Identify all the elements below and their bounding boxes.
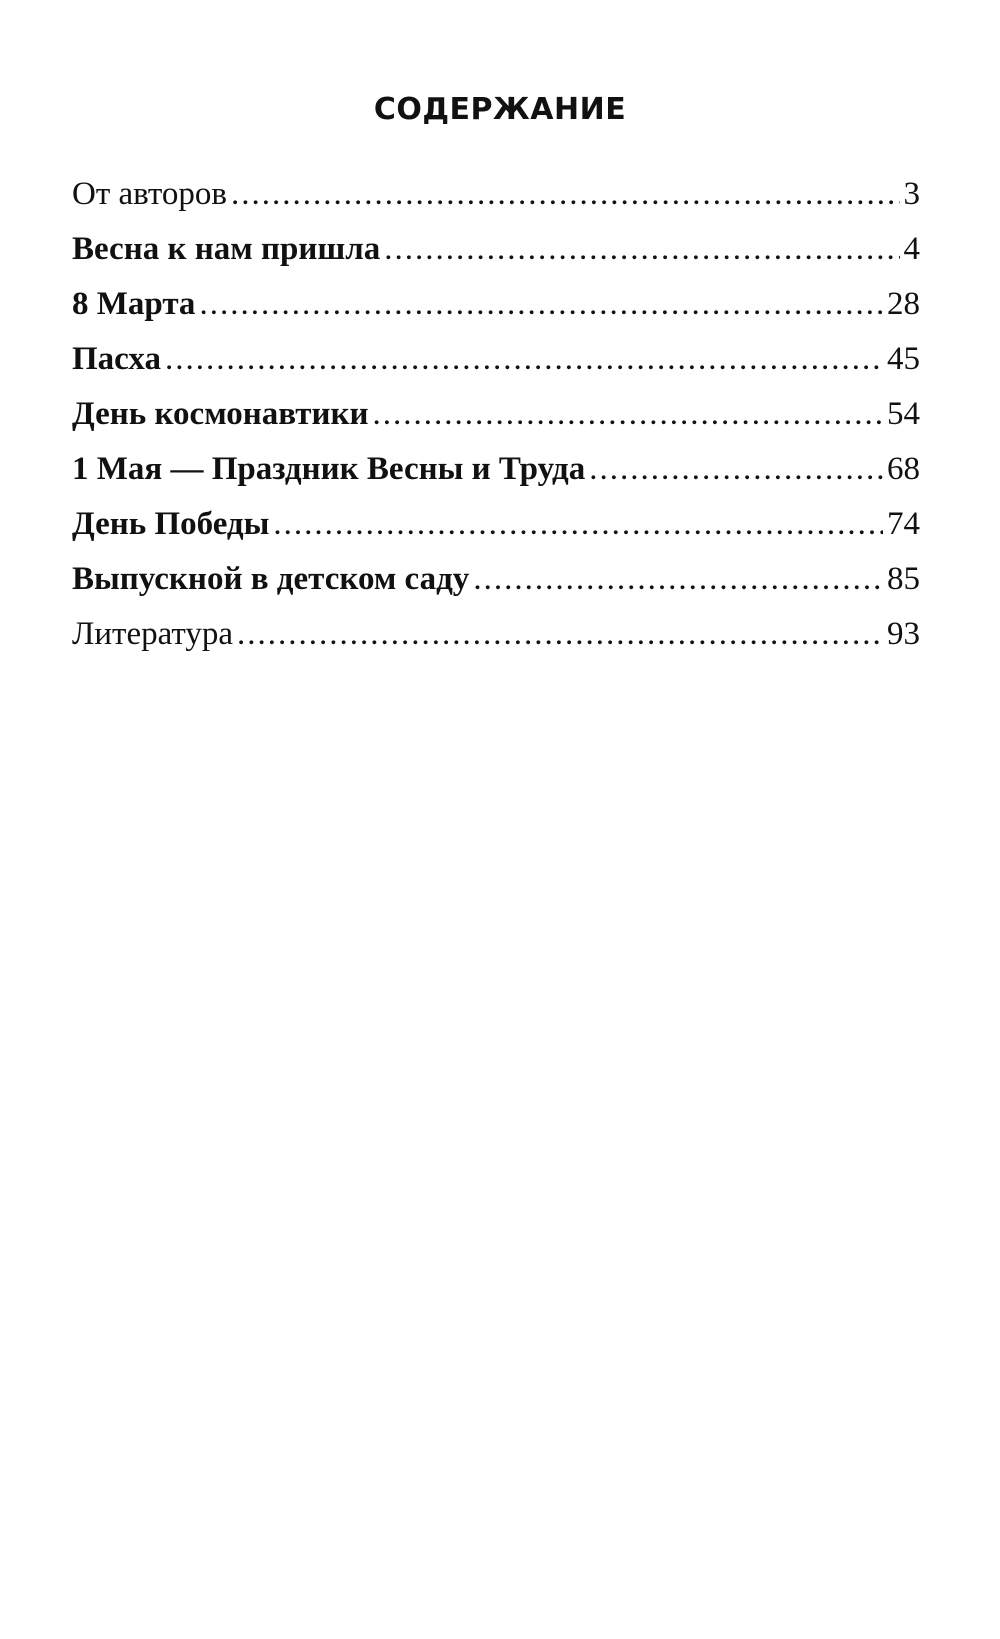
toc-entry-page: 74 bbox=[887, 506, 920, 542]
toc-entry-label: Весна к нам пришла bbox=[72, 231, 381, 267]
dot-leader bbox=[199, 286, 883, 323]
dot-leader bbox=[384, 231, 899, 268]
toc-entry bbox=[72, 396, 920, 451]
toc-entry-page: 68 bbox=[887, 451, 920, 487]
dot-leader bbox=[165, 341, 883, 378]
toc-entry bbox=[72, 506, 920, 561]
toc-entry-page: 3 bbox=[903, 176, 920, 212]
toc-entry-label: Литература bbox=[72, 616, 234, 652]
toc-entry bbox=[72, 341, 920, 396]
toc-entry-label: Пасха bbox=[72, 341, 161, 377]
toc-entry bbox=[72, 616, 920, 671]
toc-entry-label: День космонавтики bbox=[72, 396, 369, 432]
dot-leader bbox=[589, 451, 883, 488]
dot-leader bbox=[373, 396, 883, 433]
toc-entry bbox=[72, 231, 920, 286]
toc-entry-page: 93 bbox=[887, 616, 920, 652]
toc-entry-page: 28 bbox=[887, 286, 920, 322]
toc-entry bbox=[72, 561, 920, 616]
toc-entry-label: От авторов bbox=[72, 176, 227, 212]
toc-entry-page: 4 bbox=[903, 231, 920, 267]
toc-entry bbox=[72, 451, 920, 506]
dot-leader bbox=[231, 176, 900, 213]
dot-leader bbox=[273, 506, 883, 543]
toc-entry bbox=[72, 176, 920, 231]
toc-entry-label: 1 Мая — Праздник Весны и Труда bbox=[72, 451, 586, 487]
table-of-contents bbox=[72, 176, 920, 671]
dot-leader bbox=[237, 616, 883, 653]
toc-entry-label: Выпускной в детском саду bbox=[72, 561, 470, 597]
toc-entry-label: День Победы bbox=[72, 506, 270, 542]
toc-title: СОДЕРЖАНИЕ bbox=[373, 92, 627, 127]
toc-entry-page: 85 bbox=[887, 561, 920, 597]
dot-leader bbox=[473, 561, 883, 598]
toc-entry-label: 8 Марта bbox=[72, 286, 196, 322]
toc-entry bbox=[72, 286, 920, 341]
toc-entry-page: 45 bbox=[887, 341, 920, 377]
toc-entry-page: 54 bbox=[887, 396, 920, 432]
